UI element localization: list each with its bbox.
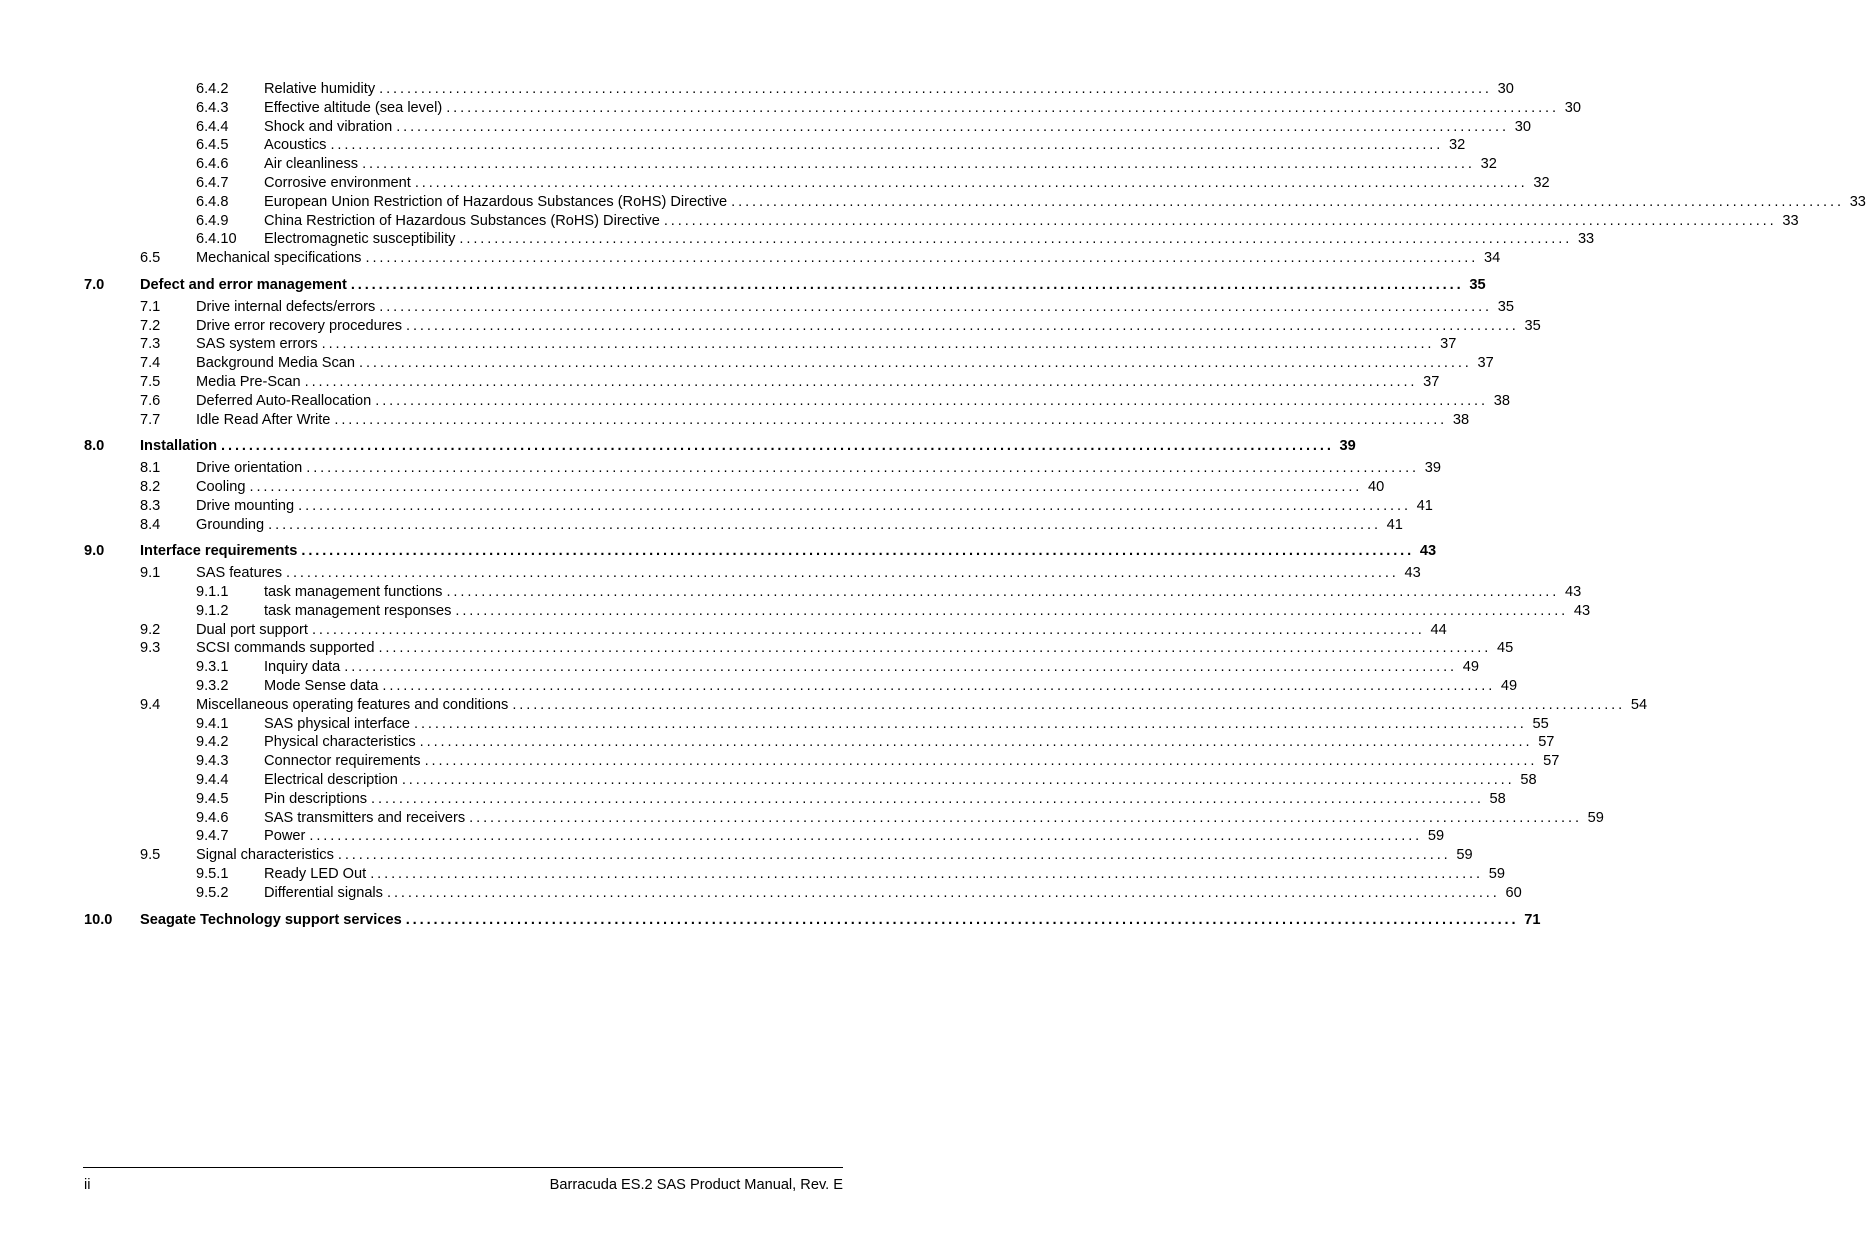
- toc-dot-leader: ................................................................................................................................................................: [419, 734, 1533, 751]
- toc-entry-number: 9.0: [84, 543, 105, 560]
- toc-entry-title: Electrical description: [264, 772, 398, 788]
- toc-entry[interactable]: [0, 639, 1514, 657]
- toc-dot-leader: ................................................................................................................................................................: [406, 317, 1519, 334]
- toc-entry-page: 43: [1564, 584, 1582, 600]
- toc-entry-title: task management responses: [264, 602, 452, 619]
- toc-entry[interactable]: [0, 230, 1595, 248]
- toc-entry-number: 7.1: [140, 298, 161, 315]
- toc-entry-title: Electromagnetic susceptibility: [264, 231, 456, 248]
- toc-dot-leader: ................................................................................................................................................................: [382, 678, 1496, 694]
- toc-entry-number: 9.5.2: [196, 884, 229, 901]
- toc-entry-page: 35: [1524, 317, 1541, 334]
- toc-entry-number: 9.4.3: [196, 753, 229, 770]
- toc-entry-title: SAS physical interface: [264, 715, 411, 732]
- toc-entry-title: Miscellaneous operating features and conditions: [196, 696, 509, 713]
- toc-entry-title: Defect and error management: [140, 277, 347, 293]
- toc-entry-page: 57: [1538, 734, 1555, 751]
- toc-entry-number: 6.4.6: [196, 156, 229, 173]
- toc-entry[interactable]: [0, 392, 1510, 410]
- toc-entry[interactable]: [0, 411, 1470, 429]
- toc-entry-number: 7.4: [140, 355, 161, 372]
- toc-entry[interactable]: [0, 212, 1799, 230]
- toc-entry-title: Shock and vibration: [264, 118, 393, 135]
- toc-dot-leader: ................................................................................................................................................................: [309, 828, 1423, 845]
- toc-entry-number: 6.4.4: [196, 118, 229, 135]
- toc-dot-leader: ................................................................................................................................................................: [268, 516, 1381, 533]
- toc-entry[interactable]: [0, 696, 1648, 714]
- toc-entry-page: 37: [1477, 355, 1494, 372]
- toc-entry-page: 59: [1488, 866, 1505, 882]
- toc-dot-leader: ................................................................................................................................................................: [371, 790, 1484, 807]
- toc-entry-page: 33: [1782, 212, 1799, 229]
- toc-entry-page: 32: [1448, 137, 1466, 154]
- toc-entry[interactable]: [0, 155, 1497, 173]
- toc-dot-leader: ................................................................................................................................................................: [304, 374, 1418, 390]
- toc-entry[interactable]: [0, 846, 1473, 864]
- toc-entry-number: 9.4: [140, 696, 161, 713]
- toc-entry[interactable]: [0, 335, 1457, 353]
- toc-entry-number: 9.1: [140, 565, 161, 582]
- toc-dot-leader: ................................................................................................................................................................: [446, 584, 1560, 600]
- toc-dot-leader: ................................................................................................................................................................: [379, 81, 1492, 97]
- toc-entry-number: 9.1.1: [196, 584, 229, 600]
- toc-entry-title: SAS system errors: [196, 336, 318, 353]
- toc-dot-leader: ................................................................................................................................................................: [414, 715, 1527, 732]
- toc-dot-leader: ................................................................................................................................................................: [414, 175, 1528, 191]
- toc-entry-page: 34: [1484, 250, 1501, 267]
- toc-entry-title: Power: [264, 828, 306, 845]
- toc-entry-number: 9.4.5: [196, 790, 229, 807]
- toc-entry-page: 49: [1500, 678, 1518, 694]
- toc-entry-page: 37: [1423, 374, 1440, 390]
- toc-entry-title: Installation: [140, 438, 218, 455]
- toc-dot-leader: ................................................................................................................................................................: [459, 231, 1573, 248]
- toc-dot-leader: ................................................................................................................................................................: [321, 336, 1435, 353]
- toc-dot-leader: ................................................................................................................................................................: [446, 99, 1559, 116]
- toc-entry-title: Ready LED Out: [264, 866, 367, 882]
- toc-entry-page: 44: [1430, 621, 1447, 638]
- toc-entry-title: Drive orientation: [196, 460, 303, 477]
- toc-entry[interactable]: [0, 354, 1494, 372]
- footer-document-title: Barracuda ES.2 SAS Product Manual, Rev. E: [549, 1177, 843, 1193]
- toc-entry-title: SCSI commands supported: [196, 640, 375, 657]
- toc-entry-number: 7.5: [140, 374, 161, 390]
- toc-entry-page: 38: [1452, 411, 1470, 428]
- toc-entry-page: 59: [1587, 809, 1604, 826]
- toc-entry-page: 30: [1564, 99, 1581, 116]
- toc-entry-title: Mode Sense data: [264, 678, 379, 694]
- toc-entry[interactable]: [0, 771, 1537, 789]
- toc-entry-title: Deferred Auto-Reallocation: [196, 392, 372, 409]
- toc-entry-number: 6.4.10: [196, 231, 237, 248]
- toc-entry[interactable]: [0, 136, 1466, 154]
- toc-entry-page: 39: [1339, 438, 1356, 455]
- toc-dot-leader: ................................................................................................................................................................: [386, 884, 1500, 901]
- toc-entry-title: Drive error recovery procedures: [196, 317, 403, 334]
- toc-entry-page: 59: [1456, 847, 1473, 864]
- toc-entry[interactable]: [0, 677, 1518, 695]
- toc-entry[interactable]: [0, 249, 1501, 267]
- toc-dot-leader: ................................................................................................................................................................: [396, 118, 1509, 135]
- toc-dot-leader: ................................................................................................................................................................: [731, 193, 1844, 210]
- toc-entry-number: 8.4: [140, 516, 161, 533]
- toc-entry-number: 9.1.2: [196, 602, 229, 619]
- toc-entry-title: task management functions: [264, 584, 443, 600]
- toc-entry-title: Connector requirements: [264, 753, 421, 770]
- toc-entry-number: 9.3.1: [196, 659, 229, 676]
- toc-entry-number: 9.4.6: [196, 809, 229, 826]
- toc-entry-page: 35: [1469, 277, 1486, 293]
- toc-entry-number: 8.3: [140, 497, 161, 514]
- toc-entry-title: Inquiry data: [264, 659, 341, 676]
- toc-dot-leader: ................................................................................................................................................................: [301, 543, 1415, 560]
- toc-entry-number: 8.1: [140, 460, 161, 477]
- toc-entry-number: 6.4.2: [196, 81, 229, 97]
- toc-entry[interactable]: [0, 478, 1385, 496]
- toc-entry-number: 9.3.2: [196, 678, 229, 694]
- toc-dot-leader: ................................................................................................................................................................: [455, 602, 1569, 619]
- toc-entry-page: 54: [1630, 696, 1648, 713]
- toc-entry[interactable]: [0, 118, 1531, 136]
- toc-entry-page: 57: [1543, 753, 1560, 770]
- toc-entry-title: Corrosive environment: [264, 175, 411, 191]
- toc-entry-number: 6.4.5: [196, 137, 229, 154]
- toc-entry[interactable]: [0, 373, 1440, 391]
- toc-entry-title: China Restriction of Hazardous Substances (RoHS) Directive: [264, 212, 660, 229]
- toc-entry-number: 9.5.1: [196, 866, 229, 882]
- toc-entry-page: 43: [1573, 602, 1591, 619]
- toc-entry-title: Effective altitude (sea level): [264, 99, 443, 116]
- toc-entry-number: 7.2: [140, 317, 161, 334]
- toc-entry[interactable]: [0, 621, 1447, 639]
- toc-entry-title: Air cleanliness: [264, 156, 359, 173]
- toc-entry[interactable]: [0, 827, 1445, 845]
- toc-chapter-entry[interactable]: [0, 276, 1486, 294]
- toc-dot-leader: ................................................................................................................................................................: [362, 156, 1475, 173]
- toc-entry-number: 6.4.8: [196, 193, 229, 210]
- toc-entry-title: Physical characteristics: [264, 734, 416, 751]
- toc-entry-page: 38: [1493, 392, 1510, 409]
- toc-entry[interactable]: [0, 715, 1549, 733]
- toc-entry-number: 9.4.7: [196, 828, 229, 845]
- toc-entry-page: 58: [1489, 790, 1506, 807]
- toc-entry-title: Interface requirements: [140, 543, 298, 560]
- toc-dot-leader: ................................................................................................................................................................: [298, 497, 1411, 514]
- toc-entry-number: 9.4.4: [196, 772, 229, 788]
- toc-dot-leader: ................................................................................................................................................................: [375, 392, 1488, 409]
- toc-entry-page: 33: [1577, 231, 1595, 248]
- toc-entry-title: Mechanical specifications: [196, 250, 362, 267]
- toc-entry-title: SAS features: [196, 565, 282, 582]
- toc-dot-leader: ................................................................................................................................................................: [405, 911, 1519, 928]
- toc-chapter-entry[interactable]: [0, 437, 1356, 455]
- toc-entry-page: 49: [1462, 659, 1480, 676]
- toc-entry[interactable]: [0, 884, 1522, 902]
- toc-dot-leader: ................................................................................................................................................................: [286, 565, 1399, 582]
- toc-dot-leader: ................................................................................................................................................................: [469, 809, 1582, 826]
- toc-entry-page: 59: [1427, 828, 1445, 845]
- toc-entry[interactable]: [0, 174, 1550, 192]
- toc-entry[interactable]: [0, 459, 1442, 477]
- toc-entry[interactable]: [0, 317, 1541, 335]
- toc-entry-page: 45: [1496, 640, 1514, 657]
- toc-entry-page: 60: [1505, 884, 1522, 901]
- toc-entry-number: 9.5: [140, 847, 161, 864]
- toc-entry-page: 41: [1416, 497, 1433, 514]
- toc-dot-leader: ................................................................................................................................................................: [370, 866, 1483, 882]
- toc-entry[interactable]: [0, 298, 1514, 316]
- toc-dot-leader: ................................................................................................................................................................: [378, 640, 1492, 657]
- toc-entry-title: Background Media Scan: [196, 355, 356, 372]
- toc-entry-page: 41: [1386, 516, 1403, 533]
- toc-entry-title: Pin descriptions: [264, 790, 368, 807]
- toc-entry[interactable]: [0, 80, 1514, 98]
- toc-dot-leader: ................................................................................................................................................................: [249, 479, 1363, 495]
- toc-entry-title: Drive internal defects/errors: [196, 298, 376, 315]
- toc-entry-number: 9.4.2: [196, 734, 229, 751]
- toc-entry[interactable]: [0, 516, 1403, 534]
- toc-entry-number: 8.0: [84, 438, 105, 455]
- toc-entry[interactable]: [0, 790, 1506, 808]
- toc-entry-title: Drive mounting: [196, 497, 295, 514]
- toc-entry-page: 35: [1497, 298, 1514, 315]
- toc-dot-leader: ................................................................................................................................................................: [350, 277, 1464, 293]
- toc-entry-page: 32: [1480, 156, 1497, 173]
- toc-entry-number: 9.2: [140, 621, 161, 638]
- toc-entry-number: 6.4.7: [196, 175, 229, 191]
- toc-dot-leader: ................................................................................................................................................................: [424, 753, 1538, 770]
- toc-dot-leader: ................................................................................................................................................................: [330, 137, 1444, 154]
- toc-entry-title: Differential signals: [264, 884, 383, 901]
- toc-entry-page: 33: [1849, 193, 1866, 210]
- toc-entry[interactable]: [0, 809, 1604, 827]
- toc-entry-title: Acoustics: [264, 137, 327, 154]
- toc-chapter-entry[interactable]: [0, 911, 1541, 929]
- toc-entry-page: 37: [1440, 336, 1457, 353]
- toc-dot-leader: ................................................................................................................................................................: [663, 212, 1777, 229]
- toc-entry-number: 6.5: [140, 250, 161, 267]
- toc-dot-leader: ................................................................................................................................................................: [365, 250, 1479, 267]
- toc-entry-number: 7.7: [140, 411, 161, 428]
- toc-dot-leader: ................................................................................................................................................................: [344, 659, 1458, 676]
- toc-dot-leader: ................................................................................................................................................................: [334, 411, 1448, 428]
- toc-entry-number: 9.3: [140, 640, 161, 657]
- toc-entry-page: 43: [1419, 543, 1437, 560]
- toc-dot-leader: ................................................................................................................................................................: [306, 460, 1420, 477]
- toc-entry-page: 55: [1532, 715, 1549, 732]
- toc-entry[interactable]: [0, 583, 1582, 601]
- toc-entry-title: Media Pre-Scan: [196, 374, 301, 390]
- toc-entry-number: 7.6: [140, 392, 161, 409]
- toc-chapter-entry[interactable]: [0, 542, 1437, 560]
- toc-dot-leader: ................................................................................................................................................................: [379, 298, 1492, 315]
- toc-entry-page: 43: [1404, 565, 1421, 582]
- toc-entry[interactable]: [0, 564, 1421, 582]
- toc-entry-title: Relative humidity: [264, 81, 376, 97]
- toc-entry-title: Seagate Technology support services: [140, 911, 402, 928]
- toc-dot-leader: ................................................................................................................................................................: [337, 847, 1451, 864]
- toc-entry-title: SAS transmitters and receivers: [264, 809, 466, 826]
- toc-entry-page: 30: [1497, 81, 1514, 97]
- toc-entry[interactable]: [0, 193, 1866, 211]
- toc-entry-title: Grounding: [196, 516, 265, 533]
- toc-entry[interactable]: [0, 602, 1591, 620]
- toc-entry-title: Signal characteristics: [196, 847, 334, 864]
- toc-entry-number: 8.2: [140, 479, 161, 495]
- toc-entry-title: Dual port support: [196, 621, 308, 638]
- toc-dot-leader: ................................................................................................................................................................: [311, 621, 1425, 638]
- toc-entry-title: European Union Restriction of Hazardous Substances (RoHS) Directive: [264, 193, 728, 210]
- toc-entry[interactable]: [0, 99, 1581, 117]
- toc-entry-number: 6.4.3: [196, 99, 229, 116]
- toc-entry-page: 40: [1368, 479, 1385, 495]
- toc-entry[interactable]: [0, 733, 1555, 751]
- toc-entry-number: 10.0: [84, 911, 113, 928]
- toc-entry[interactable]: [0, 658, 1480, 676]
- toc-entry-page: 39: [1424, 460, 1442, 477]
- toc-entry-page: 30: [1514, 118, 1531, 135]
- toc-dot-leader: ................................................................................................................................................................: [221, 438, 1334, 455]
- toc-entry-page: 58: [1520, 772, 1537, 788]
- footer-page-number: ii: [84, 1177, 91, 1193]
- toc-entry[interactable]: [0, 865, 1505, 883]
- toc-entry-title: Cooling: [196, 479, 246, 495]
- toc-entry-number: 9.4.1: [196, 715, 229, 732]
- toc-entry-number: 6.4.9: [196, 212, 229, 229]
- toc-entry-page: 32: [1533, 175, 1550, 191]
- toc-dot-leader: ................................................................................................................................................................: [401, 772, 1515, 788]
- toc-dot-leader: ................................................................................................................................................................: [512, 696, 1626, 713]
- toc-entry-number: 7.0: [84, 277, 105, 293]
- toc-entry-number: 7.3: [140, 336, 161, 353]
- toc-entry[interactable]: [0, 497, 1433, 515]
- toc-entry-title: Idle Read After Write: [196, 411, 331, 428]
- toc-entry[interactable]: [0, 752, 1560, 770]
- footer-divider: [83, 1167, 843, 1168]
- toc-dot-leader: ................................................................................................................................................................: [359, 355, 1472, 372]
- toc-entry-page: 71: [1524, 911, 1541, 928]
